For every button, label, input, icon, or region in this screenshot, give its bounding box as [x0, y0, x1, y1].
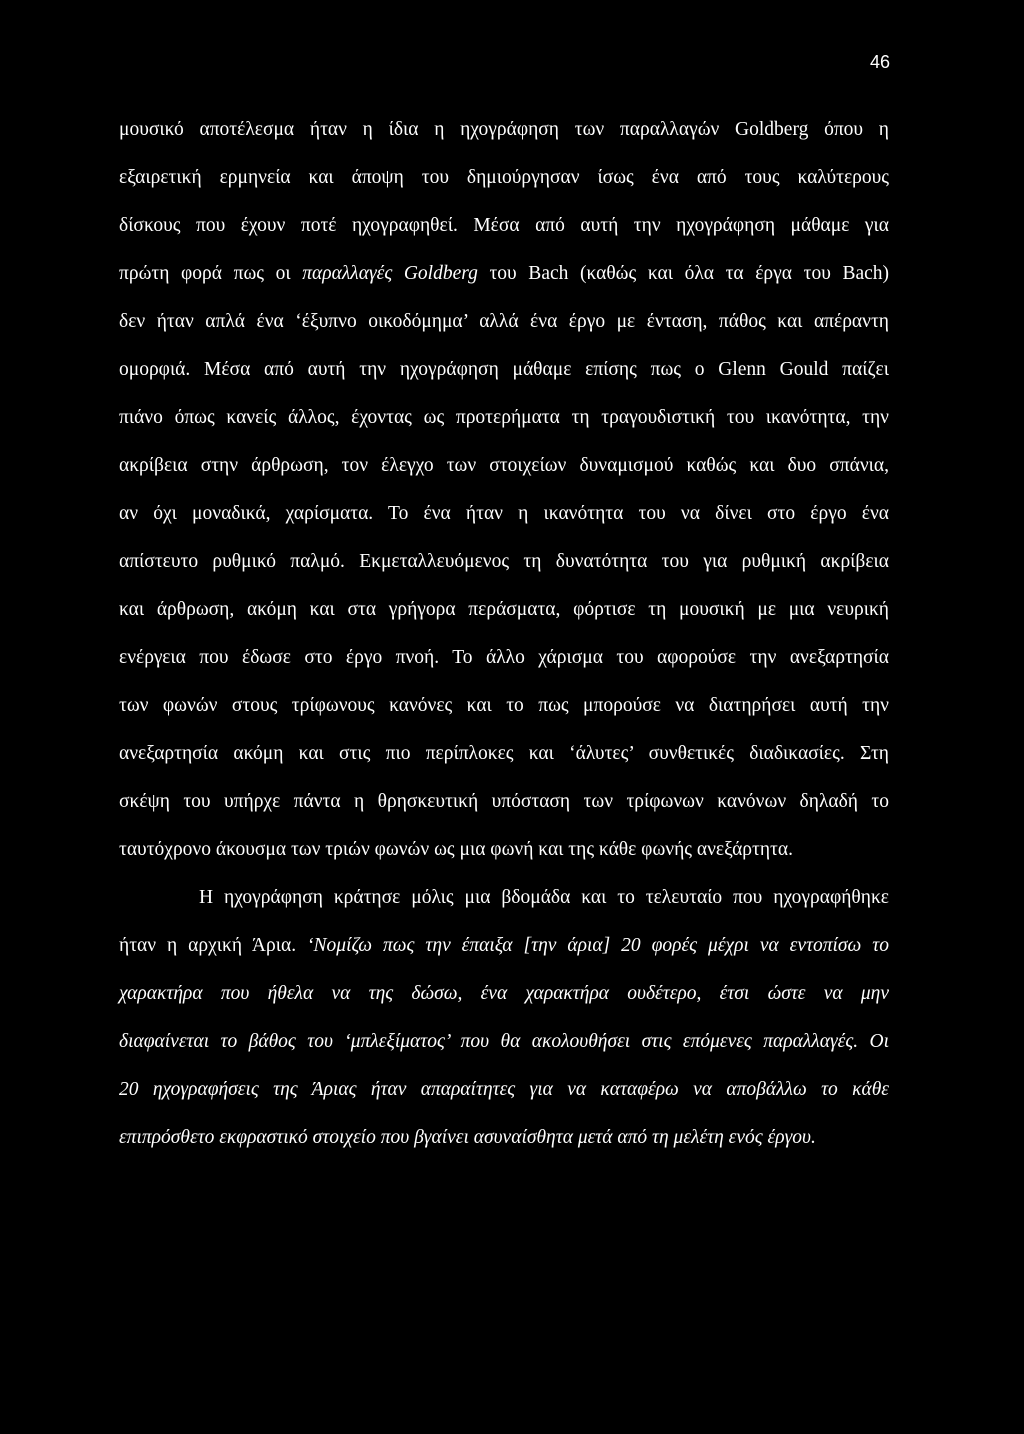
text-line: των φωνών στους τρίφωνους κανόνες και το πως μπορούσε να διατηρήσει αυτή την: [119, 695, 889, 716]
quote-text: ‘Νομίζω πως την έπαιξα [την άρια] 20 φορές μέχρι να εντοπίσω το: [307, 935, 890, 956]
text-line: ομορφιά. Μέσα από αυτή την ηχογράφηση μάθαμε επίσης πως ο Glenn Gould παίζει: [119, 359, 889, 380]
text-line: εξαιρετική ερμηνεία και άποψη του δημιούργησαν ίσως ένα από τους καλύτερους: [119, 167, 889, 188]
text-run: ήταν η αρχική Άρια.: [119, 935, 308, 956]
quote-line: 20 ηχογραφήσεις της Άριας ήταν απαραίτητες για να καταφέρω να αποβάλλω το κάθε: [119, 1079, 889, 1100]
italic-title: παραλλαγές Goldberg: [302, 263, 478, 284]
quote-line: επιπρόσθετο εκφραστικό στοιχείο που βγαίνει ασυναίσθητα μετά από τη μελέτη ενός έργου.: [119, 1127, 816, 1148]
page-number: 46: [869, 52, 890, 72]
text-line: και άρθρωση, ακόμη και στα γρήγορα περάσματα, φόρτισε τη μουσική με μια νευρική: [119, 599, 889, 620]
text-line: ενέργεια που έδωσε στο έργο πνοή. Το άλλο χάρισμα του αφορούσε την ανεξαρτησία: [119, 647, 889, 668]
text-line: ταυτόχρονο άκουσμα των τριών φωνών ως μια φωνή και της κάθε φωνής ανεξάρτητα.: [119, 839, 793, 860]
text-line: [119, 262, 889, 286]
text-line: μουσικό αποτέλεσμα ήταν η ίδια η ηχογράφηση των παραλλαγών Goldberg όπου η: [119, 119, 889, 140]
text-run: του Bach (καθώς και όλα τα έργα του Bach): [477, 263, 890, 284]
text-line: δεν ήταν απλά ένα ‘έξυπνο οικοδόμημα’ αλλά ένα έργο με ένταση, πάθος και απέραντη: [119, 311, 889, 332]
text-line: [119, 934, 889, 958]
quote-line: χαρακτήρα που ήθελα να της δώσω, ένα χαρακτήρα ουδέτερο, έτσι ώστε να μην: [119, 983, 889, 1004]
text-line: Η ηχογράφηση κράτησε μόλις μια βδομάδα και το τελευταίο που ηχογραφήθηκε: [199, 887, 889, 908]
text-line: αν όχι μοναδικά, χαρίσματα. Το ένα ήταν η ικανότητα του να δίνει στο έργο ένα: [119, 503, 889, 524]
text-run: πρώτη φορά πως οι: [119, 263, 303, 284]
text-line: σκέψη του υπήρχε πάντα η θρησκευτική υπόσταση των τρίφωνων κανόνων δηλαδή το: [119, 791, 889, 812]
quote-line: διαφαίνεται το βάθος του ‘μπλεξίματος’ που θα ακολουθήσει στις επόμενες παραλλαγές. Οι: [119, 1031, 889, 1052]
text-line: δίσκους που έχουν ποτέ ηχογραφηθεί. Μέσα από αυτή την ηχογράφηση μάθαμε για: [119, 215, 889, 236]
text-line: ανεξαρτησία ακόμη και στις πιο περίπλοκες και ‘άλυτες’ συνθετικές διαδικασίες. Στη: [119, 743, 889, 764]
text-line: πιάνο όπως κανείς άλλος, έχοντας ως προτερήματα τη τραγουδιστική του ικανότητα, την: [119, 407, 889, 428]
text-line: απίστευτο ρυθμικό παλμό. Εκμεταλλευόμενος τη δυνατότητα του για ρυθμική ακρίβεια: [119, 551, 889, 572]
text-line: ακρίβεια στην άρθρωση, τον έλεγχο των στοιχείων δυναμισμού καθώς και δυο σπάνια,: [119, 455, 889, 476]
